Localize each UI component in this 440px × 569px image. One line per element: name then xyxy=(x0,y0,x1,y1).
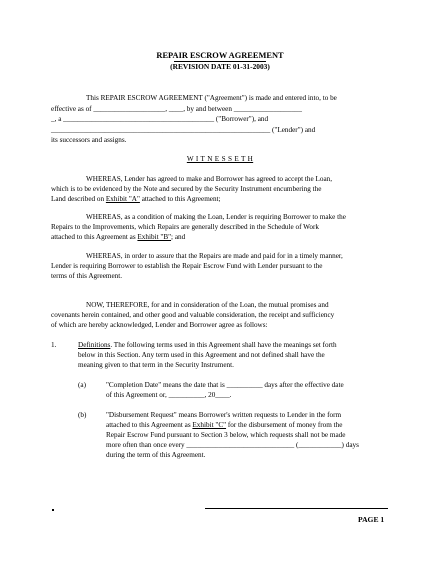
recital3-line-1: WHEREAS, in order to assure that the Repairs are made and paid for in a timely manner, xyxy=(86,252,343,260)
exhibit-a-reference: Exhibit "A" xyxy=(105,195,140,203)
section-1-number: 1. xyxy=(51,341,57,349)
now-therefore-line-1: NOW, THEREFORE, for and in consideration of the Loan, the mutual promises and xyxy=(86,301,329,309)
item-b-line-2 xyxy=(106,420,342,430)
item-a-line-2: of this Agreement or, __________, 20____. xyxy=(106,391,232,399)
item-b-line-1: "Disbursement Request" means Borrower's written requests to Lender in the form xyxy=(106,411,342,419)
footer-rule xyxy=(205,508,388,509)
witnesseth-heading: W I T N E S S E T H xyxy=(186,155,254,163)
section-1-heading: Definitions xyxy=(78,341,111,349)
intro-line-1: This REPAIR ESCROW AGREEMENT ("Agreement") is made and entered into, to be xyxy=(86,94,337,102)
document-title: REPAIR ESCROW AGREEMENT xyxy=(156,51,284,60)
intro-line-3: _, a __________________________________________ ("Borrower"), and xyxy=(51,115,269,123)
item-b-line-4: more often than once every ______________________________ (____________) days xyxy=(106,441,359,449)
item-b-text: attached to this Agreement as xyxy=(106,421,193,429)
recital2-text-end: ; and xyxy=(171,233,186,241)
exhibit-c-reference: Exhibit "C" xyxy=(192,421,227,429)
recital1-line-2: which is to be evidenced by the Note and secured by the Security Instrument encumbering the xyxy=(51,185,322,193)
recital1-text-end: attached to this Agreement; xyxy=(139,195,221,203)
section-1-line-2: below in this Section. Any term used in this Agreement and not defined shall have the xyxy=(78,351,325,359)
item-b-line-5: during the term of this Agreement. xyxy=(106,451,206,459)
section-1-text: . The following terms used in this Agreement shall have the meanings set forth xyxy=(110,341,337,349)
intro-line-4: _____________________________________________________________ ("Lender") and xyxy=(51,126,316,134)
item-b-line-3: Repair Escrow Fund pursuant to Section 3 below, which requests shall not be made xyxy=(106,431,346,439)
item-a-line-1: "Completion Date" means the date that is __________ days after the effective date xyxy=(106,381,344,389)
recital1-line-1: WHEREAS, Lender has agreed to make and Borrower has agreed to accept the Loan, xyxy=(86,175,333,183)
recital2-line-1: WHEREAS, as a condition of making the Loan, Lender is requiring Borrower to make the xyxy=(86,213,346,221)
intro-line-2: effective as of ____________________, ____, by and between ___________________ xyxy=(51,105,302,113)
recital2-line-3 xyxy=(51,232,185,242)
section-1-line-1 xyxy=(78,340,337,350)
recital2-text: attached to this Agreement as xyxy=(51,233,138,241)
page-number: PAGE 1 xyxy=(358,515,385,524)
recital1-line-3 xyxy=(51,194,221,204)
item-b-text-end: for the disbursement of money from the xyxy=(226,421,343,429)
recital3-line-2: Lender is requiring Borrower to establish the Repair Escrow Fund with Lender pursuant to the xyxy=(51,262,323,270)
recital2-line-2: Repairs to the Improvements, which Repairs are generally described in the Schedule of Work xyxy=(51,223,319,231)
exhibit-b-reference: Exhibit "B" xyxy=(137,233,172,241)
section-1-line-3: meaning given to that term in the Security Instrument. xyxy=(78,361,234,369)
now-therefore-line-3: of which are hereby acknowledged, Lender and Borrower agree as follows: xyxy=(51,321,268,329)
intro-line-5: its successors and assigns. xyxy=(51,136,127,144)
now-therefore-line-2: covenants herein contained, and other good and valuable consideration, the receipt and sufficiency xyxy=(51,311,335,319)
revision-date: (REVISION DATE 01-31-2003) xyxy=(170,62,270,71)
recital3-line-3: terms of this Agreement. xyxy=(51,272,123,280)
item-b-label: (b) xyxy=(78,411,87,419)
recital1-text: Land described on xyxy=(51,195,106,203)
footer-mark xyxy=(52,509,54,511)
item-a-label: (a) xyxy=(78,381,86,389)
